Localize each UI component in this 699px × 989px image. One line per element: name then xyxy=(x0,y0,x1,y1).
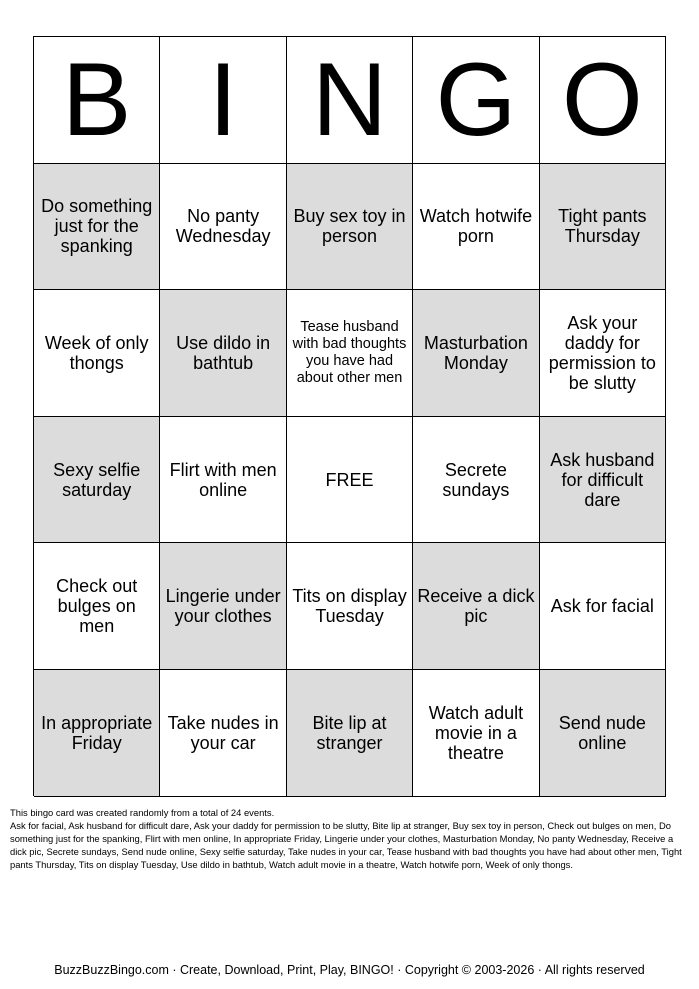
bingo-cell: Use dildo in bathtub xyxy=(160,290,286,417)
bingo-cell: Tits on display Tuesday xyxy=(287,543,413,670)
card-info-event-list: Ask for facial, Ask husband for difficult dare, Ask your daddy for permission to be slutty, Bite lip at stranger, Buy sex toy in person, Check out bulges on men, Do something just for the spanking, Flirt with men online, In appropriate Friday, Lingerie under your clothes, Masturbation Monday, No panty Wednesday, Receive a dick pic, Secrete sundays, Send nude online, Sexy selfie saturday, Take nudes in your car, Tease husband with bad thoughts you have had about other men, Tight pants Thursday, Tits on display Tuesday, Use dildo in bathtub, Watch adult movie in a theatre, Watch hotwife porn, Week of only thongs. xyxy=(10,820,682,870)
bingo-cell: Masturbation Monday xyxy=(413,290,539,417)
header-letter-o: O xyxy=(540,37,666,164)
bingo-cell: Check out bulges on men xyxy=(34,543,160,670)
free-space-cell: FREE xyxy=(287,417,413,544)
bingo-cell: Ask for facial xyxy=(540,543,666,670)
bingo-cell: Ask husband for difficult dare xyxy=(540,417,666,544)
grid-row xyxy=(34,543,666,670)
grid-row xyxy=(34,164,666,291)
bingo-cell: Sexy selfie saturday xyxy=(34,417,160,544)
bingo-cell: Ask your daddy for permission to be slutty xyxy=(540,290,666,417)
bingo-grid xyxy=(34,164,666,797)
card-info xyxy=(10,806,690,871)
bingo-cell: In appropriate Friday xyxy=(34,670,160,797)
card-info-summary: This bingo card was created randomly from a total of 24 events. xyxy=(10,807,275,818)
bingo-cell: Secrete sundays xyxy=(413,417,539,544)
header-letter-b: B xyxy=(34,37,160,164)
bingo-card xyxy=(33,36,666,796)
bingo-cell: No panty Wednesday xyxy=(160,164,286,291)
bingo-cell: Lingerie under your clothes xyxy=(160,543,286,670)
site-footer: BuzzBuzzBingo.com · Create, Download, Print, Play, BINGO! · Copyright © 2003-2026 · All rights reserved xyxy=(54,963,645,977)
grid-row xyxy=(34,290,666,417)
grid-row xyxy=(34,417,666,544)
grid-row xyxy=(34,670,666,797)
bingo-cell: Watch hotwife porn xyxy=(413,164,539,291)
bingo-cell: Watch adult movie in a theatre xyxy=(413,670,539,797)
bingo-cell: Tight pants Thursday xyxy=(540,164,666,291)
bingo-cell: Tease husband with bad thoughts you have had about other men xyxy=(287,290,413,417)
bingo-cell: Buy sex toy in person xyxy=(287,164,413,291)
header-letter-n: N xyxy=(287,37,413,164)
bingo-cell: Do something just for the spanking xyxy=(34,164,160,291)
bingo-cell: Week of only thongs xyxy=(34,290,160,417)
header-row xyxy=(34,37,666,164)
bingo-cell: Flirt with men online xyxy=(160,417,286,544)
bingo-cell: Take nudes in your car xyxy=(160,670,286,797)
bingo-cell: Receive a dick pic xyxy=(413,543,539,670)
header-letter-i: I xyxy=(160,37,286,164)
bingo-cell: Send nude online xyxy=(540,670,666,797)
bingo-cell: Bite lip at stranger xyxy=(287,670,413,797)
header-letter-g: G xyxy=(413,37,539,164)
